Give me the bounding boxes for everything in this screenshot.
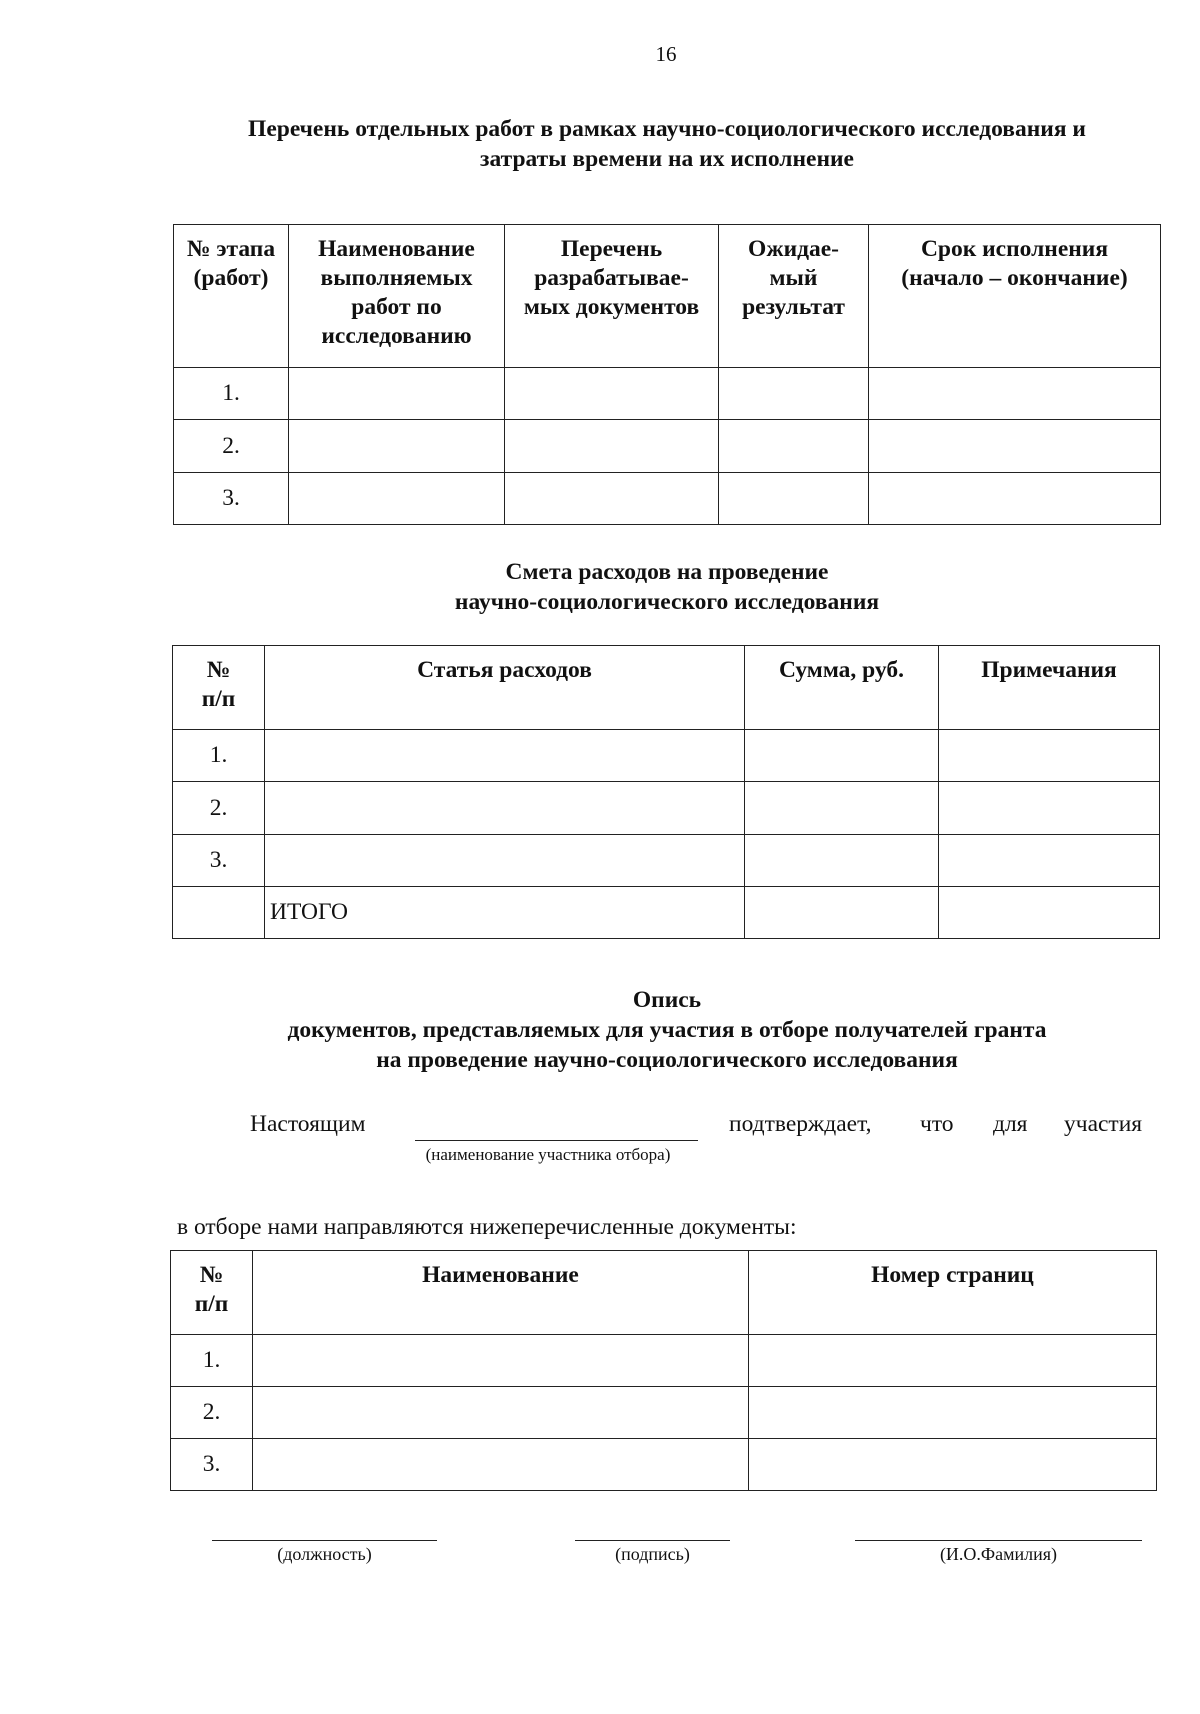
cell-documents[interactable] bbox=[505, 420, 719, 473]
intro-line2: в отборе нами направляются нижеперечисленные документы: bbox=[177, 1214, 797, 1240]
table-row bbox=[171, 1439, 1157, 1491]
cell-work-name[interactable] bbox=[289, 473, 505, 525]
intro-word-confirms: подтверждает, bbox=[729, 1111, 872, 1137]
table-row bbox=[174, 420, 1161, 473]
section2-title-line1: Смета расходов на проведение bbox=[505, 559, 829, 585]
table-row bbox=[174, 368, 1161, 420]
cell-amount[interactable] bbox=[745, 730, 939, 782]
cell-expense-item[interactable] bbox=[265, 782, 745, 835]
row-number: 2. bbox=[171, 1387, 253, 1439]
cell-page-numbers[interactable] bbox=[749, 1387, 1157, 1439]
header-page-numbers: Номер страниц bbox=[749, 1251, 1157, 1335]
header-item-number: № п/п bbox=[173, 646, 265, 730]
header-item-number: № п/п bbox=[171, 1251, 253, 1335]
cell-documents[interactable] bbox=[505, 368, 719, 420]
section3-title-line2: документов, представляемых для участия в отборе получателей гранта bbox=[287, 1017, 1047, 1043]
cell-notes[interactable] bbox=[939, 782, 1160, 835]
cell-document-name[interactable] bbox=[253, 1439, 749, 1491]
header-amount: Сумма, руб. bbox=[745, 646, 939, 730]
full-name-signature-line[interactable] bbox=[855, 1540, 1142, 1541]
intro-word-that: что bbox=[920, 1111, 954, 1137]
cell-page-numbers[interactable] bbox=[749, 1335, 1157, 1387]
cell-notes[interactable] bbox=[939, 730, 1160, 782]
full-name-caption: (И.О.Фамилия) bbox=[939, 1544, 1058, 1564]
row-number: 3. bbox=[173, 835, 265, 887]
section1-title bbox=[170, 114, 1164, 174]
row-number: 1. bbox=[171, 1335, 253, 1387]
row-number: 2. bbox=[173, 782, 265, 835]
cell-page-numbers[interactable] bbox=[749, 1439, 1157, 1491]
cell-amount[interactable] bbox=[745, 782, 939, 835]
header-documents-list: Перечень разрабатывае- мых документов bbox=[505, 225, 719, 368]
section3-title-line1: Опись bbox=[632, 987, 702, 1013]
documents-table bbox=[170, 1250, 1157, 1491]
table-row bbox=[174, 473, 1161, 525]
cell-result[interactable] bbox=[719, 420, 869, 473]
cell-total-amount[interactable] bbox=[745, 887, 939, 939]
participant-hint: (наименование участника отбора) bbox=[425, 1145, 671, 1164]
table-row bbox=[173, 835, 1160, 887]
cell-result[interactable] bbox=[719, 473, 869, 525]
cell-deadline[interactable] bbox=[869, 420, 1161, 473]
header-notes: Примечания bbox=[939, 646, 1160, 730]
work-stages-table bbox=[173, 224, 1161, 525]
cell-documents[interactable] bbox=[505, 473, 719, 525]
header-deadline: Срок исполнения (начало – окончание) bbox=[869, 225, 1161, 368]
table-row bbox=[173, 730, 1160, 782]
total-number-cell bbox=[173, 887, 265, 939]
total-label: ИТОГО bbox=[265, 887, 745, 939]
page-number: 16 bbox=[655, 42, 677, 66]
cell-result[interactable] bbox=[719, 368, 869, 420]
intro-word-for: для bbox=[993, 1111, 1028, 1137]
section2-title-line2: научно-социологического исследования bbox=[454, 589, 880, 615]
table-row bbox=[171, 1335, 1157, 1387]
cell-document-name[interactable] bbox=[253, 1387, 749, 1439]
row-number: 1. bbox=[173, 730, 265, 782]
cell-document-name[interactable] bbox=[253, 1335, 749, 1387]
position-caption: (должность) bbox=[277, 1544, 372, 1564]
row-number: 1. bbox=[174, 368, 289, 420]
participant-name-line[interactable] bbox=[415, 1140, 698, 1141]
intro-word-participation: участия bbox=[1064, 1111, 1143, 1137]
section2-title bbox=[170, 557, 1164, 617]
header-work-name: Наименование выполняемых работ по исследованию bbox=[289, 225, 505, 368]
row-number: 3. bbox=[174, 473, 289, 525]
cell-expense-item[interactable] bbox=[265, 730, 745, 782]
row-number: 3. bbox=[171, 1439, 253, 1491]
header-expected-result: Ожидае- мый результат bbox=[719, 225, 869, 368]
table-header-row bbox=[174, 225, 1161, 368]
signature-caption: (подпись) bbox=[615, 1544, 690, 1564]
cell-total-notes[interactable] bbox=[939, 887, 1160, 939]
header-document-name: Наименование bbox=[253, 1251, 749, 1335]
expenses-table bbox=[172, 645, 1160, 939]
cell-notes[interactable] bbox=[939, 835, 1160, 887]
cell-deadline[interactable] bbox=[869, 473, 1161, 525]
table-header-row bbox=[173, 646, 1160, 730]
header-stage-number: № этапа (работ) bbox=[174, 225, 289, 368]
header-expense-item: Статья расходов bbox=[265, 646, 745, 730]
row-number: 2. bbox=[174, 420, 289, 473]
cell-amount[interactable] bbox=[745, 835, 939, 887]
cell-work-name[interactable] bbox=[289, 420, 505, 473]
signature-line[interactable] bbox=[575, 1540, 730, 1541]
cell-work-name[interactable] bbox=[289, 368, 505, 420]
cell-deadline[interactable] bbox=[869, 368, 1161, 420]
section3-title-line3: на проведение научно-социологического исследования bbox=[376, 1047, 958, 1073]
section1-title-line1: Перечень отдельных работ в рамках научно-социологического исследования и bbox=[248, 116, 1086, 142]
table-row bbox=[171, 1387, 1157, 1439]
position-signature-line[interactable] bbox=[212, 1540, 437, 1541]
table-row bbox=[173, 782, 1160, 835]
total-row bbox=[173, 887, 1160, 939]
intro-word-nastoyashchim: Настоящим bbox=[250, 1111, 366, 1137]
cell-expense-item[interactable] bbox=[265, 835, 745, 887]
section3-title bbox=[170, 985, 1164, 1075]
section1-title-line2: затраты времени на их исполнение bbox=[480, 146, 854, 172]
table-header-row bbox=[171, 1251, 1157, 1335]
